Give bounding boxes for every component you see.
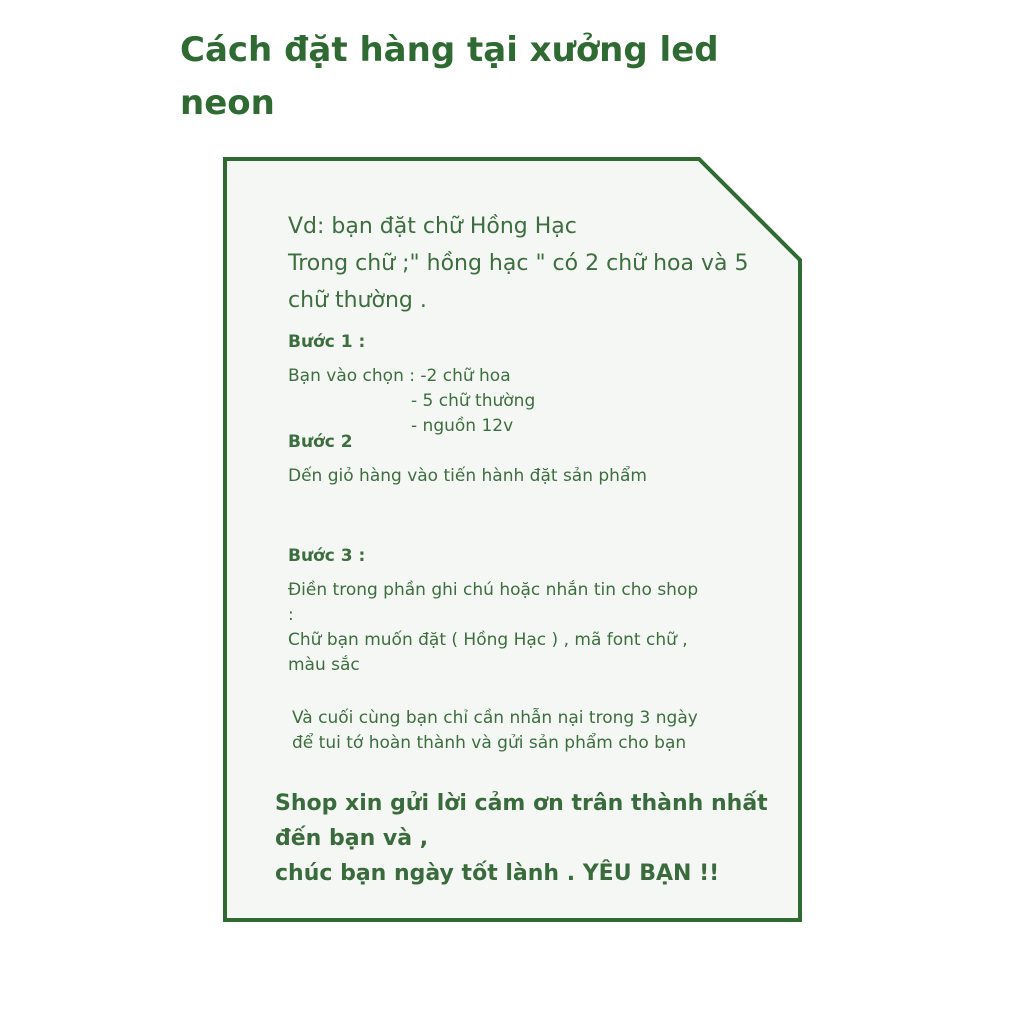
waiting-note-line-2: để tui tớ hoàn thành và gửi sản phẩm cho bạn xyxy=(292,733,687,753)
page-title-line-1: Cách đặt hàng tại xưởng led xyxy=(180,30,719,70)
waiting-note-line-1: Và cuối cùng bạn chỉ cần nhẫn nại trong 3 ngày xyxy=(292,708,698,728)
step-1-line-2: - 5 chữ thường xyxy=(411,391,536,411)
closing-message xyxy=(275,786,768,891)
step-3-line-3: Chữ bạn muốn đặt ( Hồng Hạc ) , mã font chữ , xyxy=(288,630,688,650)
step-1-line-3: - nguồn 12v xyxy=(411,416,514,436)
step-1-line-1: Bạn vào chọn : -2 chữ hoa xyxy=(288,366,511,386)
waiting-note xyxy=(292,706,698,756)
step-3-line-2: : xyxy=(288,605,294,625)
step-3-line-1: Điền trong phần ghi chú hoặc nhắn tin cho shop xyxy=(288,580,699,600)
example-intro-line-2: Trong chữ ;" hồng hạc " có 2 chữ hoa và 5 xyxy=(288,251,749,276)
step-1-heading: Bước 1 : xyxy=(288,332,366,352)
step-3-text xyxy=(288,578,698,678)
closing-line-1: Shop xin gửi lời cảm ơn trân thành nhất xyxy=(275,791,768,816)
example-intro-line-1: Vd: bạn đặt chữ Hồng Hạc xyxy=(288,214,577,239)
closing-line-3: chúc bạn ngày tốt lành . YÊU BẠN !! xyxy=(275,861,720,886)
example-intro xyxy=(288,208,768,319)
step-2-heading: Bước 2 xyxy=(288,432,353,452)
closing-line-2: đến bạn và , xyxy=(275,826,429,851)
step-2-line-1: Dến giỏ hàng vào tiến hành đặt sản phẩm xyxy=(288,466,647,486)
step-3-heading: Bước 3 : xyxy=(288,546,366,566)
step-3-line-4: màu sắc xyxy=(288,655,360,675)
page-title-line-2: neon xyxy=(180,83,275,123)
example-intro-line-3: chữ thường . xyxy=(288,288,427,313)
